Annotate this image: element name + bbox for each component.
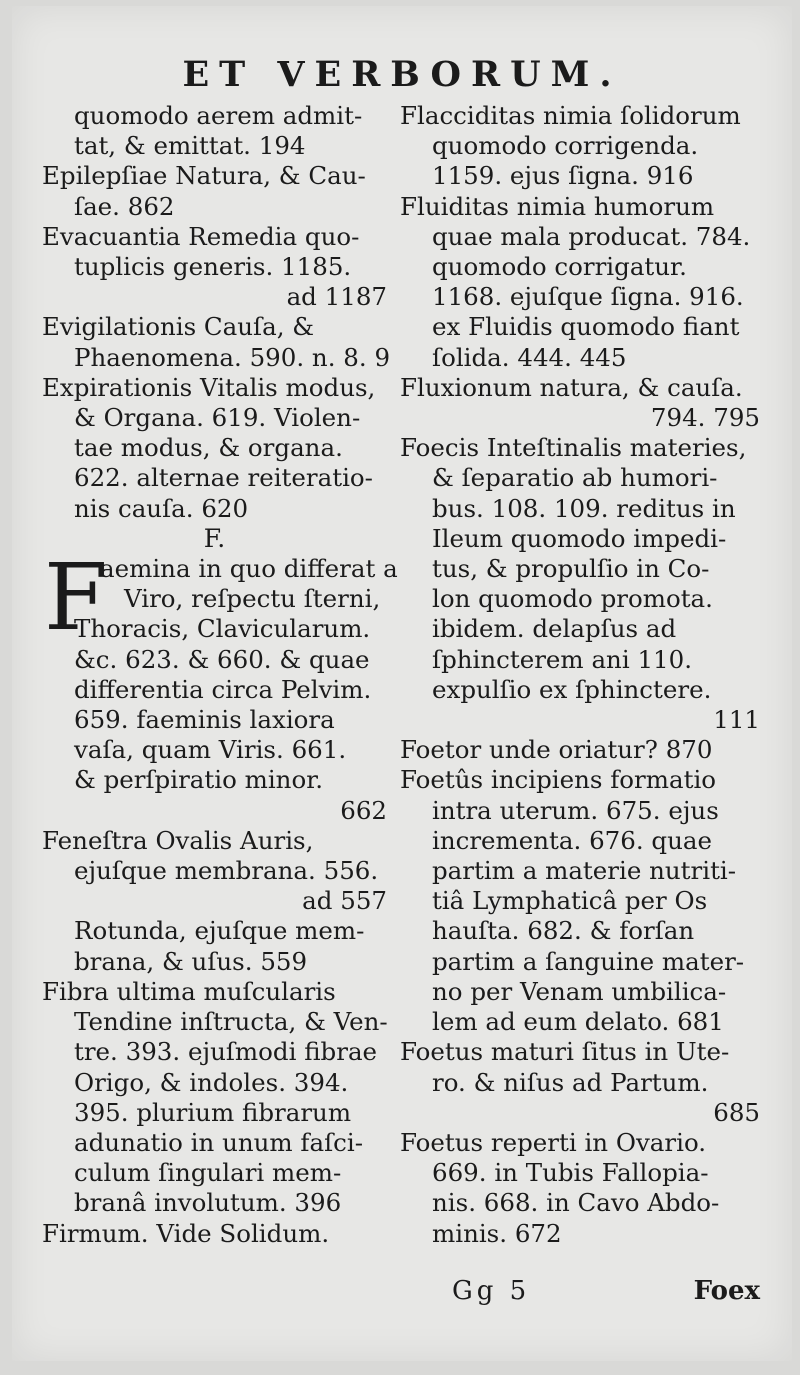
entry-line: 669. in Tubis Fallopia- [432,1158,709,1188]
entry-line: differentia circa Pelvim. [74,674,372,704]
entry-line: Phaenomena. 590. n. 8. 9 [74,342,391,372]
entry-line: tae modus, & organa. [74,433,343,463]
entry-line: & perſpiratio minor. [74,765,324,795]
index-entry-foetor [400,735,760,765]
entry-line: Feneſtra Ovalis Auris, [42,825,314,855]
entry-line: ibidem. delapſus ad [432,614,677,644]
entry-line: minis. 672 [432,1218,562,1248]
entry-line: partim a materie nutriti- [432,856,737,886]
entry-line: Expirationis Vitalis modus, [42,372,376,402]
index-entry-evigilatio [42,312,391,372]
entry-line: ad 1187 [286,282,387,312]
entry-line: 1168. ejuſque ſigna. 916. [432,282,744,312]
entry-line: 111 [713,705,760,735]
entry-line: ad 557 [302,886,387,916]
index-entry-epilepsia [42,161,387,221]
entry-line: aemina in quo differat a [100,554,398,584]
entry-line: &c. 623. & 660. & quae [74,644,370,674]
entry-line: incrementa. 676. quae [432,825,712,855]
entry-line: Fibra ultima muſcularis [42,976,336,1006]
entry-line: Evacuantia Remedia quo- [42,221,360,251]
entry-line: lon quomodo promota. [432,584,713,614]
entry-line: Foetor unde oriatur? 870 [400,735,713,765]
entry-line: tiâ Lymphaticâ per Os [432,886,708,916]
entry-line: 1159. ejus ſigna. 916 [432,161,694,191]
entry-line: partim a ſanguine mater- [432,946,745,976]
entry-line: adunatio in unum faſci- [74,1127,364,1157]
index-entry-fenestra [42,826,387,977]
entry-line: & ſeparatio ab humori- [432,463,718,493]
entry-line: expulſio ex ſphinctere. [432,674,712,704]
index-entry-evacuantia [42,222,387,313]
index-entry-fluiditas [400,192,760,373]
signature-mark: Gg 5 [452,1276,531,1306]
entry-line: brana, & uſus. 559 [74,946,308,976]
entry-line: Ileum quomodo impedi- [432,523,727,553]
entry-line: Foetûs incipiens formatio [400,765,717,795]
right-column [400,101,760,1249]
entry-line: Foetus maturi ſitus in Ute- [400,1037,730,1067]
index-entry-faemina [42,544,398,826]
entry-line: 622. alternae reiteratio- [74,463,373,493]
index-entry-expiratio [42,373,387,524]
entry-line: ex Fluidis quomodo fiant [432,312,740,342]
catchword: Foex [693,1276,760,1306]
entry-line: quomodo corrigatur. [432,252,687,282]
entry-line: & Organa. 619. Violen- [74,403,361,433]
book-page [12,6,792,1361]
entry-line: ſae. 862 [74,191,175,221]
entry-line: Fluiditas nimia humorum [400,191,715,221]
page-footer [400,1276,760,1306]
entry-line: 662 [340,795,387,825]
entry-line: Rotunda, ejuſque mem- [74,916,365,946]
entry-line: 685 [713,1097,760,1127]
index-entry-flacciditas [400,101,760,192]
index-entry-epilepsia-prev [42,101,387,161]
entry-line: quae mala producat. 784. [432,221,751,251]
index-entry-fibra [42,977,387,1219]
section-letter-f: F. [203,523,226,553]
entry-line: intra uterum. 675. ejus [432,795,719,825]
index-entry-fluxio [400,373,760,433]
entry-line: tat, & emittat. 194 [74,131,306,161]
entry-line: Tendine inſtructa, & Ven- [74,1007,388,1037]
entry-line: 794. 795 [650,403,760,433]
drop-cap-letter: F [44,544,108,652]
entry-line: ro. & niſus ad Partum. [432,1067,709,1097]
index-entry-foetus-reperti [400,1128,760,1249]
entry-line: quomodo corrigenda. [432,131,699,161]
entry-line: lem ad eum delato. 681 [432,1007,724,1037]
entry-line: bus. 108. 109. reditus in [432,493,736,523]
entry-line: tre. 393. ejuſmodi fibrae [74,1037,378,1067]
entry-line: 395. plurium fibrarum [74,1097,352,1127]
entry-line: nis. 668. in Cavo Abdo- [432,1188,720,1218]
entry-line: Flacciditas nimia ſolidorum [400,101,741,130]
entry-line: Foetus reperti in Ovario. [400,1127,707,1157]
index-entry-foetus-formatio [400,765,760,1037]
entry-line: Evigilationis Cauſa, & [42,312,315,342]
entry-line: quomodo aerem admit- [74,101,363,130]
entry-line: Viro, reſpectu ſterni, [124,584,381,614]
entry-line: Epilepſiae Natura, & Cau- [42,161,366,191]
entry-line: ejuſque membrana. 556. [74,856,379,886]
entry-line: Origo, & indoles. 394. [74,1067,349,1097]
entry-line: ſphincterem ani 110. [432,644,693,674]
index-entry-foecis [400,433,760,735]
index-entry-foetus-maturi [400,1037,760,1128]
entry-line: culum ſingulari mem- [74,1158,342,1188]
entry-line: tuplicis generis. 1185. [74,252,352,282]
left-column [42,101,398,1249]
entry-line: ſolida. 444. 445 [432,342,627,372]
index-entry-firmum [42,1219,387,1249]
entry-line: vaſa, quam Viris. 661. [74,735,347,765]
entry-line: Thoracis, Clavicularum. [74,614,371,644]
running-head: ET VERBORUM. [182,54,622,95]
entry-line: Fluxionum natura, & cauſa. [400,372,743,402]
entry-line: 659. faeminis laxiora [74,705,335,735]
entry-line: no per Venam umbilica- [432,976,727,1006]
entry-line: Foecis Inteſtinalis materies, [400,433,747,463]
entry-line: branâ involutum. 396 [74,1188,342,1218]
entry-line: nis cauſa. 620 [74,493,249,523]
entry-line: hauſta. 682. & forſan [432,916,695,946]
entry-line: Firmum. Vide Solidum. [42,1218,330,1248]
entry-line: tus, & propulſio in Co- [432,554,710,584]
